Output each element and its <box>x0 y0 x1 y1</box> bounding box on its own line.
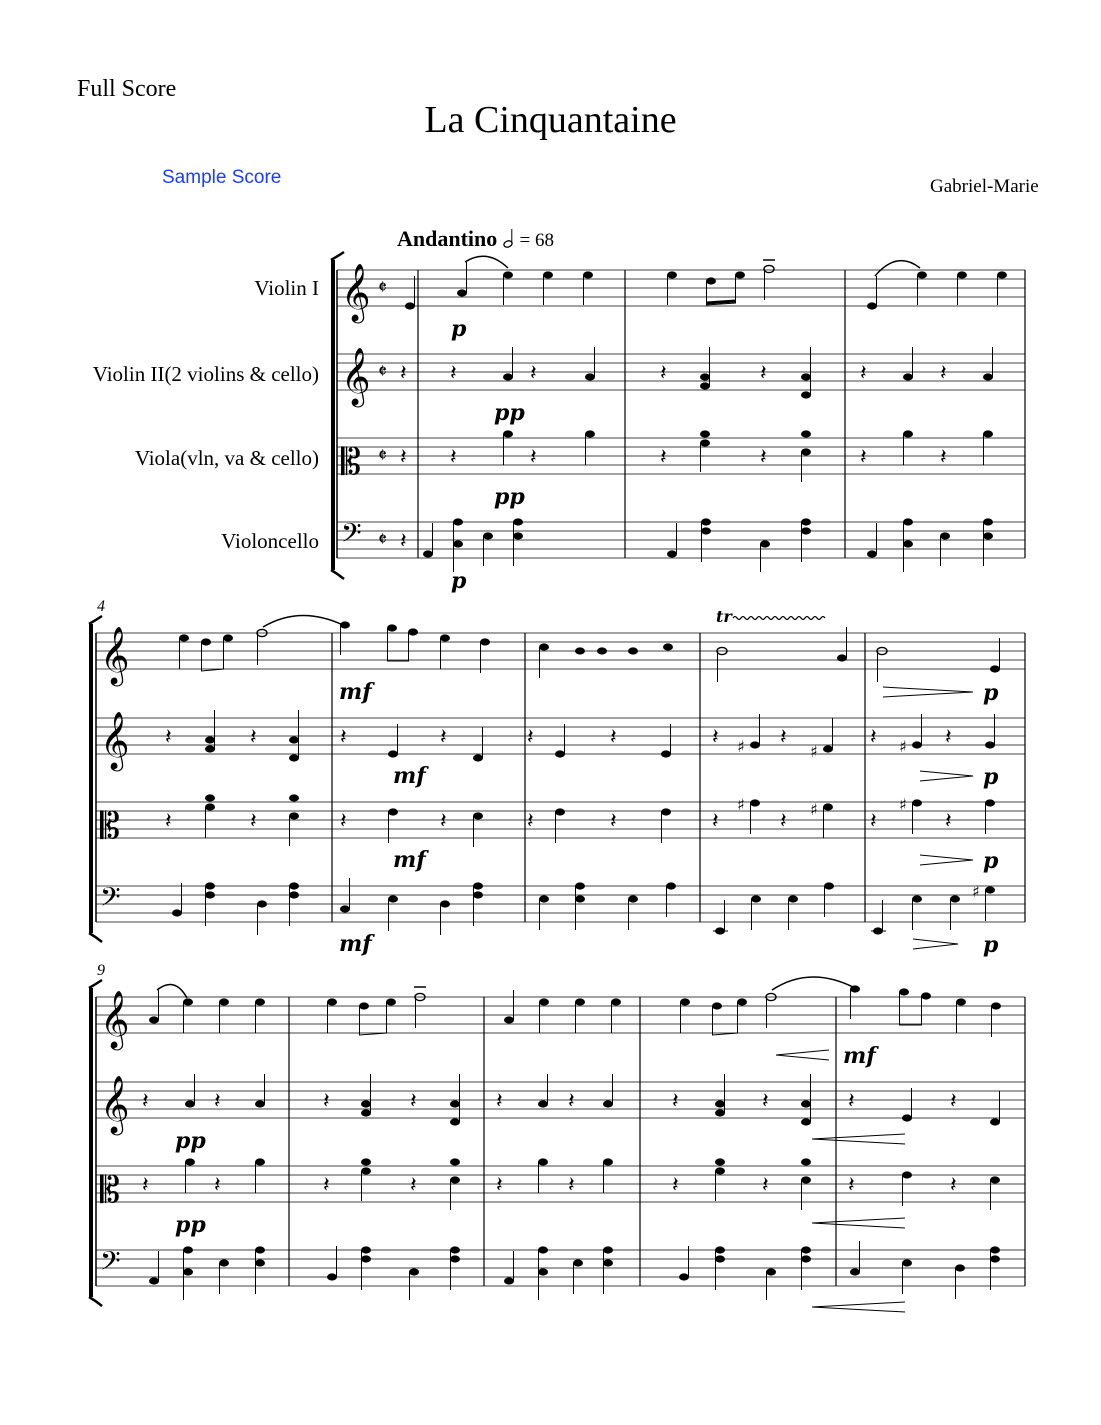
svg-text:𝄽: 𝄽 <box>660 361 667 386</box>
treble-clef-icon: 𝄞 <box>100 1075 130 1133</box>
dynamic-p: p <box>983 764 999 790</box>
svg-text:𝄽: 𝄽 <box>940 445 947 470</box>
svg-text:𝄽: 𝄽 <box>496 1089 503 1114</box>
svg-text:𝄽: 𝄽 <box>848 1173 855 1198</box>
svg-text:♯: ♯ <box>972 882 980 901</box>
svg-text:𝄽: 𝄽 <box>450 445 457 470</box>
svg-text:𝄽: 𝄽 <box>440 725 447 750</box>
dynamic-mf: mf <box>339 679 372 705</box>
system-2 <box>89 616 1025 942</box>
svg-text:𝄽: 𝄽 <box>410 1173 417 1198</box>
svg-text:𝄽: 𝄽 <box>340 809 347 834</box>
svg-text:♯: ♯ <box>899 737 907 756</box>
svg-text:𝄽: 𝄽 <box>250 809 257 834</box>
staff-cello <box>337 522 1025 558</box>
treble-clef-icon: 𝄞 <box>100 626 130 684</box>
treble-clef-icon: 𝄞 <box>341 263 371 321</box>
svg-text:𝄽: 𝄽 <box>672 1173 679 1198</box>
svg-text:𝄽: 𝄽 <box>712 809 719 834</box>
metronome-mark: = 68 <box>503 230 554 251</box>
svg-text:𝄽: 𝄽 <box>142 1173 149 1198</box>
svg-text:𝄽: 𝄽 <box>568 1173 575 1198</box>
dynamic-pp: pp <box>494 484 525 510</box>
svg-text:𝄽: 𝄽 <box>214 1089 221 1114</box>
svg-text:𝄽: 𝄽 <box>870 809 877 834</box>
svg-text:♯: ♯ <box>899 795 907 814</box>
composer-credit: Gabriel-Marie <box>930 176 1039 197</box>
dynamic-pp: pp <box>494 400 525 426</box>
dynamic-mf: mf <box>393 763 426 789</box>
dynamic-pp: pp <box>175 1128 206 1154</box>
svg-text:♯: ♯ <box>810 742 818 761</box>
svg-text:𝄽: 𝄽 <box>165 809 172 834</box>
svg-text:𝄽: 𝄽 <box>780 725 787 750</box>
dynamic-mf: mf <box>393 847 426 873</box>
svg-text:𝄽: 𝄽 <box>323 1173 330 1198</box>
dynamic-mf: mf <box>339 931 372 957</box>
tempo-text: Andantino <box>397 226 498 251</box>
cut-time-icon: 𝄵 <box>378 443 387 467</box>
dynamic-p: p <box>983 932 999 958</box>
svg-text:𝄽: 𝄽 <box>400 445 407 470</box>
instrument-label-violin-1: Violin I <box>254 276 319 300</box>
bass-clef-icon: 𝄢 <box>100 1245 121 1283</box>
svg-text:𝄽: 𝄽 <box>496 1173 503 1198</box>
svg-text:𝄽: 𝄽 <box>672 1089 679 1114</box>
dynamic-p: p <box>983 680 999 706</box>
staff-violin-2 <box>337 354 1025 390</box>
measure-number-4: 4 <box>97 598 105 615</box>
svg-text:𝄽: 𝄽 <box>165 725 172 750</box>
svg-text:𝄽: 𝄽 <box>142 1089 149 1114</box>
svg-text:𝄽: 𝄽 <box>780 809 787 834</box>
svg-text:𝄽: 𝄽 <box>250 725 257 750</box>
system-1 <box>331 252 1025 579</box>
measure-number-9: 9 <box>97 962 105 979</box>
svg-text:𝄽: 𝄽 <box>440 809 447 834</box>
tempo-bpm: 68 <box>535 230 554 251</box>
svg-text:𝄽: 𝄽 <box>762 1173 769 1198</box>
svg-text:𝄽: 𝄽 <box>323 1089 330 1114</box>
svg-text:𝄽: 𝄽 <box>530 361 537 386</box>
dynamic-p: p <box>451 568 467 594</box>
dynamic-p: p <box>983 848 999 874</box>
svg-text:𝄽: 𝄽 <box>712 725 719 750</box>
cut-time-icon: 𝄵 <box>378 275 387 299</box>
dynamic-mf: mf <box>843 1043 876 1069</box>
svg-text:𝄽: 𝄽 <box>410 1089 417 1114</box>
svg-text:𝄽: 𝄽 <box>860 445 867 470</box>
svg-text:𝄽: 𝄽 <box>400 529 407 554</box>
svg-text:𝄽: 𝄽 <box>450 361 457 386</box>
svg-text:𝄽: 𝄽 <box>950 1089 957 1114</box>
svg-text:♯: ♯ <box>737 795 745 814</box>
svg-text:♯: ♯ <box>810 800 818 819</box>
svg-text:𝄽: 𝄽 <box>530 445 537 470</box>
svg-text:𝄽: 𝄽 <box>760 445 767 470</box>
dynamic-p: p <box>451 316 467 342</box>
svg-text:𝄽: 𝄽 <box>870 725 877 750</box>
treble-clef-icon: 𝄞 <box>100 711 130 769</box>
svg-text:𝄽: 𝄽 <box>660 445 667 470</box>
svg-text:♯: ♯ <box>737 737 745 756</box>
system-3-symbols <box>100 977 1001 1312</box>
svg-text:𝄽: 𝄽 <box>945 809 952 834</box>
trill-icon: tr <box>716 607 732 626</box>
svg-text:𝄽: 𝄽 <box>940 361 947 386</box>
svg-text:𝄽: 𝄽 <box>760 361 767 386</box>
treble-clef-icon: 𝄞 <box>100 990 130 1048</box>
svg-text:𝄽: 𝄽 <box>610 725 617 750</box>
system-1-symbols <box>341 256 1007 572</box>
alto-clef-icon: 𝄡 <box>100 806 121 847</box>
svg-text:𝄽: 𝄽 <box>848 1089 855 1114</box>
instrument-label-viola: Viola(vln, va & cello) <box>134 446 319 470</box>
svg-text:𝄽: 𝄽 <box>762 1089 769 1114</box>
alto-clef-icon: 𝄡 <box>341 442 362 483</box>
dynamic-pp: pp <box>175 1212 206 1238</box>
alto-clef-icon: 𝄡 <box>100 1170 121 1211</box>
svg-text:𝄽: 𝄽 <box>950 1173 957 1198</box>
cut-time-icon: 𝄵 <box>378 359 387 383</box>
svg-text:𝄽: 𝄽 <box>945 725 952 750</box>
score-title: La Cinquantaine <box>424 99 677 141</box>
svg-text:𝄽: 𝄽 <box>527 725 534 750</box>
svg-text:𝄽: 𝄽 <box>860 361 867 386</box>
sample-score-watermark: Sample Score <box>162 167 282 188</box>
staff-viola <box>337 438 1025 474</box>
instrument-label-cello: Violoncello <box>221 529 319 553</box>
svg-text:𝄽: 𝄽 <box>568 1089 575 1114</box>
svg-text:𝄽: 𝄽 <box>400 361 407 386</box>
svg-text:𝄽: 𝄽 <box>610 809 617 834</box>
full-score-label: Full Score <box>77 76 177 102</box>
svg-text:𝄽: 𝄽 <box>214 1173 221 1198</box>
svg-text:𝄽: 𝄽 <box>340 725 347 750</box>
instrument-label-violin-2: Violin II(2 violins & cello) <box>92 362 319 386</box>
cut-time-icon: 𝄵 <box>378 527 387 551</box>
treble-clef-icon: 𝄞 <box>341 347 371 405</box>
bass-clef-icon: 𝄢 <box>341 517 362 555</box>
svg-text:𝄽: 𝄽 <box>527 809 534 834</box>
bass-clef-icon: 𝄢 <box>100 881 121 919</box>
